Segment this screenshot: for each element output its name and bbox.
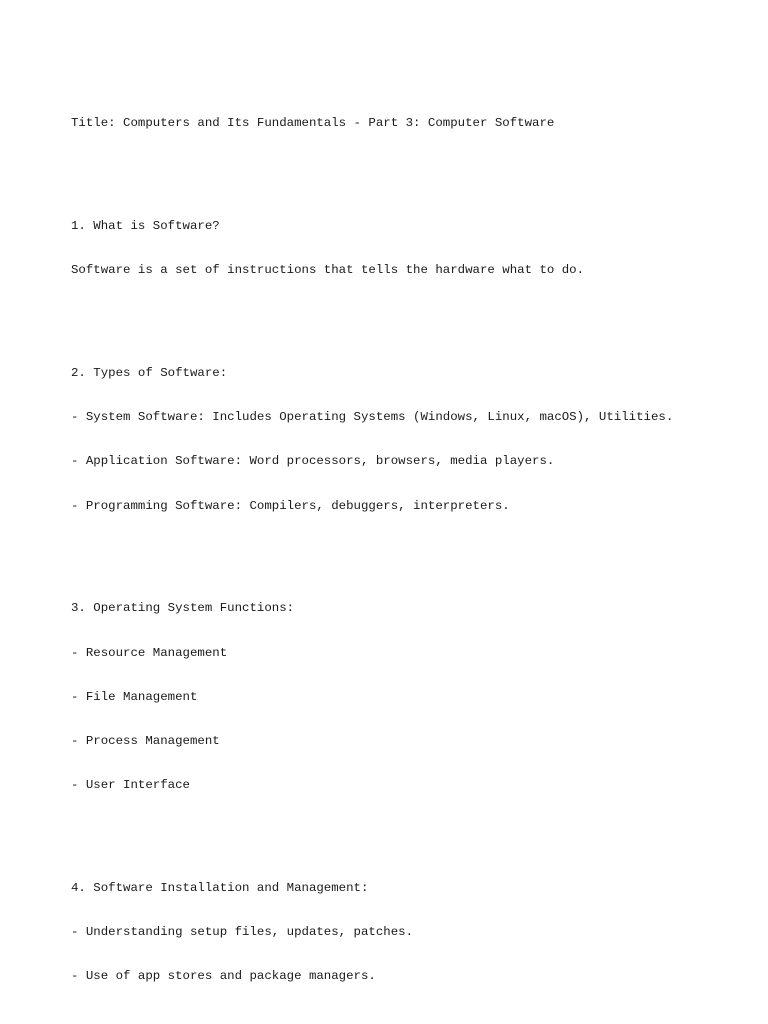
document-title: Title: Computers and Its Fundamentals - Part 3: Computer Software (71, 116, 555, 131)
list-item: - Process Management (71, 733, 220, 748)
list-item: - User Interface (71, 777, 190, 792)
section-text: Software is a set of instructions that tells the hardware what to do. (71, 263, 585, 278)
list-item: - Use of app stores and package managers. (71, 968, 376, 983)
list-item: - System Software: Includes Operating Systems (Windows, Linux, macOS), Utilities. (71, 410, 674, 425)
spacer (71, 543, 751, 558)
spacer (71, 822, 751, 837)
list-item: - Application Software: Word processors, browsers, media players. (71, 454, 555, 469)
list-item: - Understanding setup files, updates, patches. (71, 924, 414, 939)
list-item: - Resource Management (71, 645, 228, 660)
section-heading-installation: 4. Software Installation and Management: (71, 880, 369, 895)
spacer (71, 161, 751, 176)
list-item: - Programming Software: Compilers, debuggers, interpreters. (71, 498, 510, 513)
spacer (71, 307, 751, 322)
document-body (71, 87, 751, 998)
list-item: - File Management (71, 689, 198, 704)
section-heading-what-is-software: 1. What is Software? (71, 219, 220, 234)
section-heading-os-functions: 3. Operating System Functions: (71, 601, 295, 616)
section-heading-types-of-software: 2. Types of Software: (71, 366, 228, 381)
